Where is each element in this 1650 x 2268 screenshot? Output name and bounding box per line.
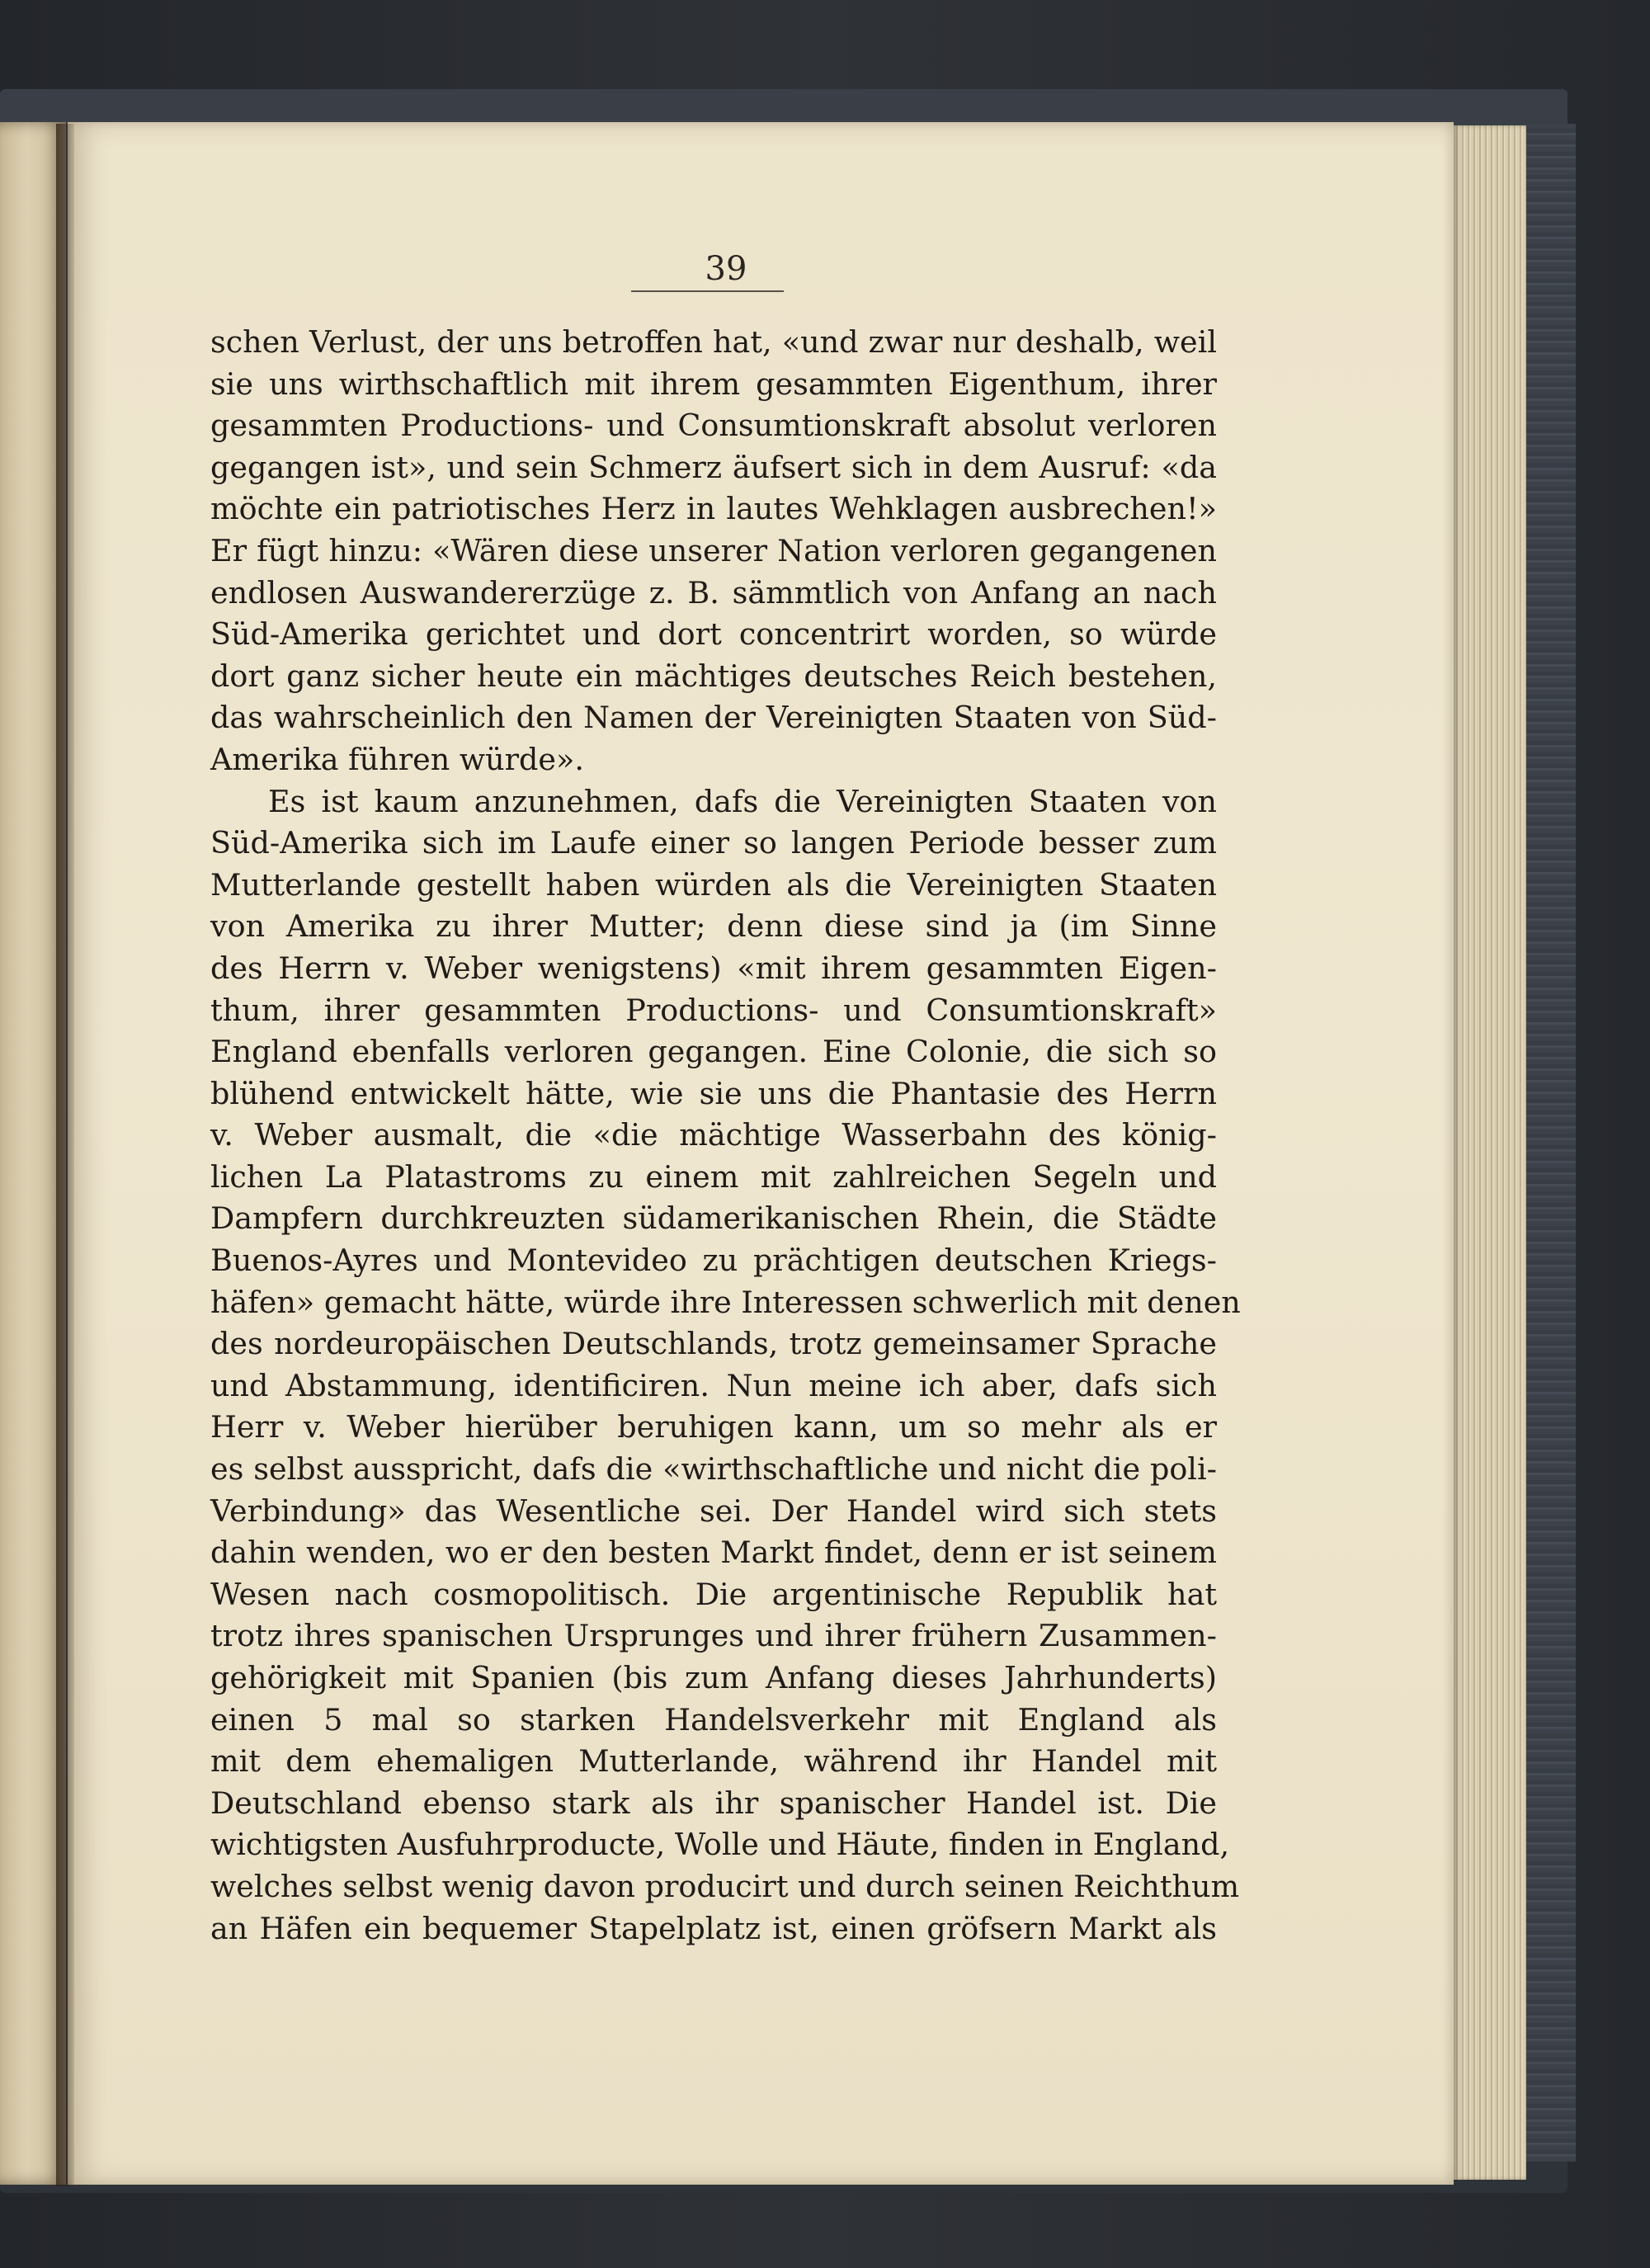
page-gutter bbox=[56, 124, 74, 2186]
text-line: gesammten Productions- und Consumtionskraft absolut verloren bbox=[210, 408, 1217, 444]
text-line: dort ganz sicher heute ein mächtiges deutsches Reich bestehen, bbox=[210, 658, 1217, 694]
page-block-edge bbox=[1454, 125, 1526, 2180]
text-line: Mutterlande gestellt haben würden als die Vereinigten Staaten bbox=[210, 866, 1217, 903]
text-line: Deutschland ebenso stark als ihr spanischer Handel ist. Die bbox=[210, 1785, 1217, 1821]
text-line: wichtigsten Ausfuhrproducte, Wolle und Häute, finden in England, bbox=[210, 1827, 1230, 1863]
cover-edge bbox=[1526, 124, 1576, 2162]
text-line: möchte ein patriotisches Herz in lautes Wehklagen ausbrechen!» bbox=[210, 491, 1217, 527]
text-line: Er fügt hinzu: «Wären diese unserer Nation verloren gegangenen bbox=[210, 532, 1217, 568]
text-line: Süd-Amerika sich im Laufe einer so langen Periode besser zum bbox=[210, 825, 1217, 861]
text-line: des nordeuropäischen Deutschlands, trotz gemeinsamer Sprache bbox=[210, 1326, 1217, 1362]
text-line: welches selbst wenig davon producirt und durch seinen Reichthum bbox=[210, 1868, 1240, 1904]
text-line: sie uns wirthschaftlich mit ihrem gesammten Eigenthum, ihrer bbox=[210, 365, 1217, 402]
text-line: mit dem ehemaligen Mutterlande, während ihr Handel mit bbox=[210, 1743, 1217, 1780]
text-line: gegangen ist», und sein Schmerz äufsert sich in dem Ausruf: «da bbox=[210, 449, 1217, 485]
text-line: lichen La Platastroms zu einem mit zahlreichen Segeln und bbox=[210, 1158, 1217, 1195]
text-line: v. Weber ausmalt, die «die mächtige Wasserbahn des könig- bbox=[210, 1117, 1217, 1153]
text-line: thum, ihrer gesammten Productions- und Consumtionskraft» bbox=[210, 992, 1217, 1028]
text-line: schen Verlust, der uns betroffen hat, «und zwar nur deshalb, weil bbox=[210, 324, 1217, 360]
text-line: häfen» gemacht hätte, würde ihre Interessen schwerlich mit denen bbox=[210, 1284, 1241, 1320]
text-line: des Herrn v. Weber wenigstens) «mit ihrem gesammten Eigen- bbox=[210, 950, 1217, 986]
text-line: endlosen Auswandererzüge z. B. sämmtlich von Anfang an nach bbox=[210, 574, 1217, 611]
text-line: es selbst ausspricht, dafs die «wirthschaftliche und nicht die poli- bbox=[210, 1451, 1217, 1488]
text-line: von Amerika zu ihrer Mutter; denn diese sind ja (im Sinne bbox=[210, 908, 1217, 945]
page-number: 39 bbox=[705, 250, 747, 288]
text-line: England ebenfalls verloren gegangen. Eine Colonie, die sich so bbox=[210, 1034, 1217, 1070]
text-line: einen 5 mal so starken Handelsverkehr mit England als bbox=[210, 1701, 1217, 1738]
text-line: Verbindung» das Wesentliche sei. Der Handel wird sich stets bbox=[210, 1492, 1217, 1529]
text-line: an Häfen ein bequemer Stapelplatz ist, einen gröfsern Markt als bbox=[210, 1910, 1217, 1946]
text-line: das wahrscheinlich den Namen der Vereinigten Staaten von Süd- bbox=[210, 700, 1217, 736]
body-text bbox=[210, 322, 1241, 1950]
text-line: trotz ihres spanischen Ursprunges und ihrer frühern Zusammen- bbox=[210, 1618, 1217, 1654]
text-line: Süd-Amerika gerichtet und dort concentrirt worden, so würde bbox=[210, 616, 1217, 653]
header-rule bbox=[631, 290, 784, 292]
text-line: Es ist kaum anzunehmen, dafs die Vereinigten Staaten von bbox=[268, 783, 1217, 819]
text-line: Buenos-Ayres und Montevideo zu prächtigen deutschen Kriegs- bbox=[210, 1242, 1217, 1279]
text-line: Dampfern durchkreuzten südamerikanischen Rhein, die Städte bbox=[210, 1200, 1217, 1237]
text-line: Amerika führen würde». bbox=[210, 741, 584, 777]
text-line: und Abstammung, identificiren. Nun meine ich aber, dafs sich bbox=[210, 1367, 1217, 1403]
text-line: gehörigkeit mit Spanien (bis zum Anfang dieses Jahrhunderts) bbox=[210, 1660, 1217, 1695]
text-line: Herr v. Weber hierüber beruhigen kann, um so mehr als er bbox=[210, 1409, 1217, 1445]
text-line: dahin wenden, wo er den besten Markt findet, denn er ist seinem bbox=[210, 1535, 1217, 1571]
text-line: Wesen nach cosmopolitisch. Die argentinische Republik hat bbox=[210, 1576, 1217, 1612]
text-line: blühend entwickelt hätte, wie sie uns die Phantasie des Herrn bbox=[210, 1075, 1217, 1111]
